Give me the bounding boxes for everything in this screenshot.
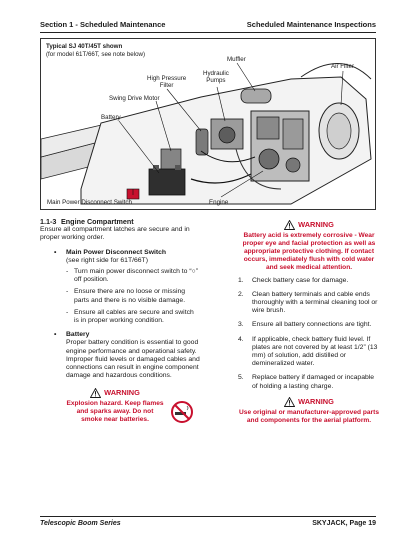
battery-step-5-text: Replace battery if damaged or incapable of holding a lasting charge. bbox=[252, 374, 375, 390]
warning-triangle-icon bbox=[90, 388, 101, 398]
battery-step-3-text: Ensure all battery connections are tight. bbox=[252, 321, 372, 329]
bullet-dot: • bbox=[54, 331, 57, 339]
page-footer bbox=[40, 516, 376, 527]
warning-triangle-icon bbox=[284, 220, 295, 230]
warning-text: Explosion hazard. Keep flames and sparks away. Do not smoke near batteries. bbox=[66, 400, 164, 424]
figure-caption-note: (for model 61T/66T, see note below) bbox=[46, 51, 146, 58]
callout-engine: Engine bbox=[209, 199, 229, 206]
warning-label bbox=[238, 397, 380, 407]
callout-high-pressure-filter: High Pressure Filter bbox=[147, 75, 187, 89]
callout-air-filter: Air Filter bbox=[331, 63, 355, 70]
bullet-battery bbox=[40, 331, 200, 380]
battery-step-4-text: If applicable, check battery fluid level. If plates are not covered by at least 1/2” (13 mm) of solution, add distilled or demineralized water. bbox=[252, 335, 378, 368]
warning-label bbox=[66, 388, 164, 398]
right-column bbox=[238, 218, 380, 425]
battery-steps bbox=[238, 277, 380, 391]
warning-text: Use original or manufacturer-approved parts and components for the aerial platform. bbox=[239, 408, 379, 424]
section-number: 1.1-3 bbox=[40, 217, 57, 226]
switch-step-1-text: Turn main power disconnect switch to “○” off position. bbox=[74, 268, 198, 284]
warning-label-text: WARNING bbox=[298, 219, 334, 229]
corrosive-warning bbox=[238, 220, 380, 272]
callout-main-power-switch: Main Power Disconnect Switch bbox=[47, 199, 132, 206]
callout-swing-drive-motor: Swing Drive Motor bbox=[109, 95, 160, 102]
bullet-note-switch: (see right side for 61T/66T) bbox=[66, 256, 148, 264]
battery-step-3: 3. Ensure all battery connections are tight. bbox=[238, 321, 372, 329]
switch-step-3: - Ensure all cables are secure and switch is in proper working condition. bbox=[66, 308, 194, 325]
battery-step-1: 1. Check battery case for damage. bbox=[238, 276, 349, 284]
section-heading bbox=[40, 218, 200, 226]
footer-page: SKYJACK, Page 19 bbox=[312, 520, 376, 527]
bullet-title-battery: Battery bbox=[66, 331, 90, 339]
callout-battery: Battery bbox=[101, 114, 121, 121]
callout-muffler: Muffler bbox=[227, 56, 246, 63]
warning-label-text: WARNING bbox=[298, 396, 334, 406]
no-smoking-icon bbox=[170, 400, 194, 424]
figure-caption-title: Typical SJ 40T/45T shown bbox=[46, 43, 123, 50]
section-title: Engine Compartment bbox=[61, 217, 134, 226]
switch-step-1: - Turn main power disconnect switch to “○” off position. bbox=[66, 268, 198, 284]
warning-text: Battery acid is extremely corrosive - Wear proper eye and facial protection as well as appropriate protective clothing. If contact occurs, immediately flush with cold water and seek medical attention. bbox=[242, 232, 376, 271]
header-page-topic: Scheduled Maintenance Inspections bbox=[246, 20, 376, 29]
page-header bbox=[40, 20, 376, 33]
switch-step-3-text: Ensure all cables are secure and switch is in proper working condition. bbox=[74, 308, 194, 325]
switch-step-2: - Ensure there are no loose or missing parts and there is no visible damage. bbox=[66, 288, 186, 304]
parts-warning bbox=[238, 397, 380, 425]
bullet-title-switch: Main Power Disconnect Switch bbox=[66, 248, 167, 256]
warning-label bbox=[238, 220, 380, 230]
battery-step-2: 2. Clean battery terminals and cable ends thoroughly with a terminal cleaning tool or wire brush. bbox=[238, 290, 378, 315]
engine-compartment-illustration bbox=[41, 39, 376, 210]
warning-triangle-icon bbox=[284, 397, 295, 407]
section-intro: Ensure all compartment latches are secure and in proper working order. bbox=[40, 226, 190, 242]
header-section-title: Section 1 - Scheduled Maintenance bbox=[40, 20, 166, 29]
battery-step-2-text: Clean battery terminals and cable ends thoroughly with a terminal cleaning tool or wire brush. bbox=[252, 290, 378, 315]
bullet-dot: • bbox=[54, 248, 57, 256]
engine-compartment-figure bbox=[40, 38, 376, 210]
switch-step-2-text: Ensure there are no loose or missing parts and there is no visible damage. bbox=[74, 288, 186, 304]
explosion-warning bbox=[66, 386, 194, 452]
left-column bbox=[40, 218, 200, 452]
warning-label-text: WARNING bbox=[104, 388, 140, 398]
callout-hydraulic-pumps: Hydraulic Pumps bbox=[203, 70, 229, 84]
figure-caption bbox=[46, 43, 145, 59]
bullet-main-power-switch bbox=[40, 249, 200, 326]
footer-series: Telescopic Boom Series bbox=[40, 520, 121, 527]
battery-step-1-text: Check battery case for damage. bbox=[252, 276, 349, 284]
battery-step-5: 5. Replace battery if damaged or incapable of holding a lasting charge. bbox=[238, 374, 375, 390]
battery-step-4: 4. If applicable, check battery fluid level. If plates are not covered by at least 1/2” (13 mm) of solution, add distilled or demineralized water. bbox=[238, 335, 378, 368]
bullet-text-battery: Proper battery condition is essential to good engine performance and operational safety. Improper fluid levels or damaged cables and connections can result in engine component damage and hazardous conditions. bbox=[66, 339, 200, 380]
